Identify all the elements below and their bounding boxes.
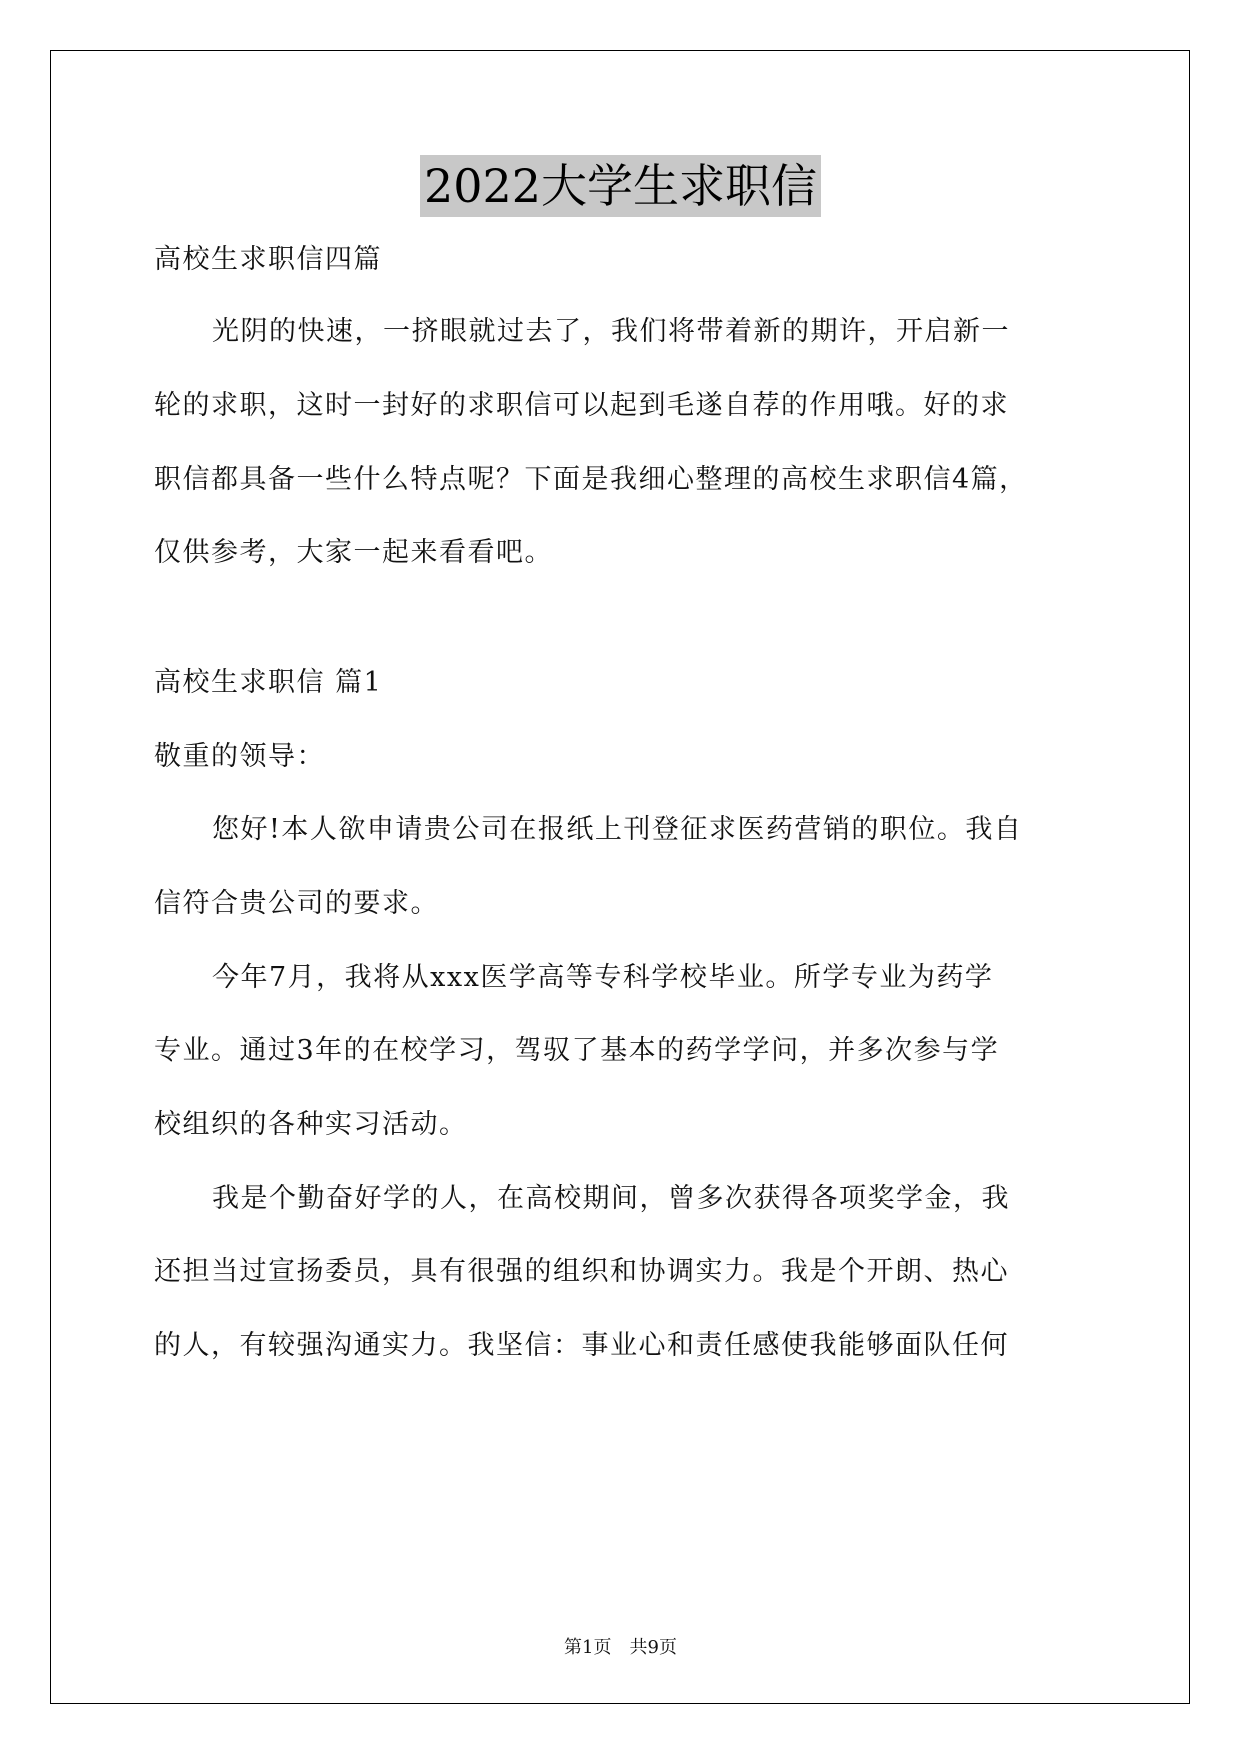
paragraph-line: 专业。通过3年的在校学习，驾驭了基本的药学学问，并多次参与学 (154, 1035, 1000, 1066)
paragraph-line: 还担当过宣扬委员，具有很强的组织和协调实力。我是个开朗、热心 (154, 1256, 1009, 1287)
title-container (0, 155, 1241, 217)
paragraph-line: 仅供参考，大家一起来看看吧。 (154, 537, 553, 568)
section-heading: 高校生求职信 篇1 (154, 667, 383, 698)
paragraph-line: 您好!本人欲申请贵公司在报纸上刊登征求医药营销的职位。我自 (212, 814, 1023, 845)
subtitle-line: 高校生求职信四篇 (154, 244, 382, 275)
paragraph-line: 校组织的各种实习活动。 (154, 1109, 468, 1140)
page-border (50, 50, 1190, 1704)
paragraph-line: 我是个勤奋好学的人，在高校期间，曾多次获得各项奖学金，我 (212, 1183, 1010, 1214)
paragraph-line: 职信都具备一些什么特点呢？下面是我细心整理的高校生求职信4篇， (154, 464, 1028, 495)
page-footer: 第1页 共9页 (564, 1637, 677, 1658)
paragraph-line: 今年7月，我将从xxx医学高等专科学校毕业。所学专业为药学 (212, 962, 994, 993)
paragraph-line: 的人，有较强沟通实力。我坚信：事业心和责任感使我能够面队任何 (154, 1330, 1009, 1361)
salutation: 敬重的领导： (154, 741, 325, 772)
paragraph-line: 光阴的快速，一挤眼就过去了，我们将带着新的期许，开启新一 (212, 316, 1010, 347)
paragraph-line: 轮的求职，这时一封好的求职信可以起到毛遂自荐的作用哦。好的求 (154, 390, 1009, 421)
document-title: 2022大学生求职信 (420, 155, 821, 217)
paragraph-line: 信符合贵公司的要求。 (154, 888, 439, 919)
